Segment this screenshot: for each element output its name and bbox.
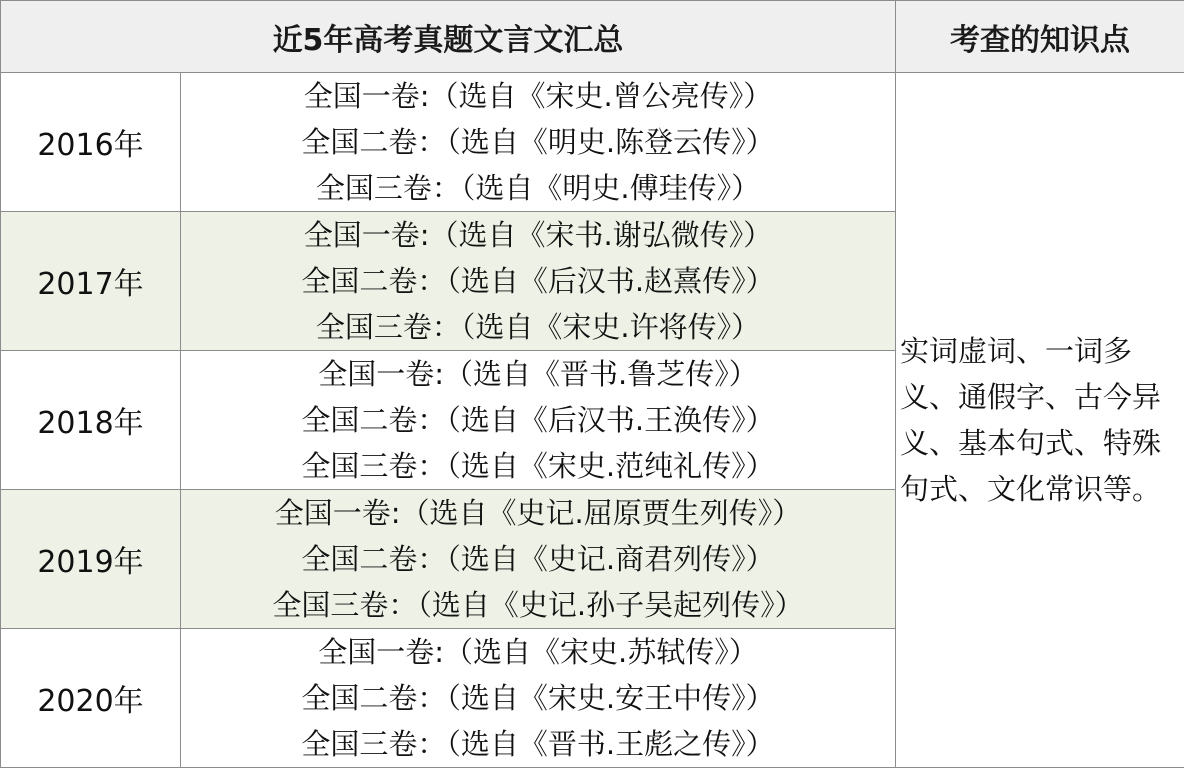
year-cell: 2019年 [1,490,181,629]
list-item: 全国一卷:（选自《史记.屈原贾生列传》） [181,490,895,536]
list-item: 全国三卷：（选自《宋史.范纯礼传》） [181,443,895,489]
items-cell [181,629,896,768]
list-item: 全国二卷：（选自《后汉书.王涣传》） [181,397,895,443]
list-item: 全国二卷：（选自《明史.陈登云传》） [181,119,895,165]
year-cell: 2017年 [1,212,181,351]
list-item: 全国一卷:（选自《宋史.苏轼传》） [181,629,895,675]
list-item: 全国三卷：（选自《明史.傅珪传》） [181,165,895,211]
header-knowledge: 考查的知识点 [896,1,1184,73]
table-row [1,73,1184,212]
header-row [1,1,1184,73]
list-item: 全国一卷:（选自《晋书.鲁芝传》） [181,351,895,397]
list-item: 全国二卷：（选自《后汉书.赵熹传》） [181,258,895,304]
year-cell: 2016年 [1,73,181,212]
items-cell [181,73,896,212]
year-cell: 2020年 [1,629,181,768]
items-cell [181,351,896,490]
items-cell [181,212,896,351]
list-item: 全国三卷：（选自《宋史.许将传》） [181,304,895,350]
list-item: 全国三卷：（选自《史记.孙子吴起列传》） [181,582,895,628]
list-item: 全国一卷:（选自《宋史.曾公亮传》） [181,73,895,119]
knowledge-cell [896,73,1184,768]
list-item: 全国三卷：（选自《晋书.王彪之传》） [181,721,895,767]
header-title: 近5年高考真题文言文汇总 [1,1,896,73]
year-cell: 2018年 [1,351,181,490]
list-item: 全国一卷:（选自《宋书.谢弘微传》） [181,212,895,258]
knowledge-points-text: 实词虚词、一词多义、通假字、古今异义、基本句式、特殊句式、文化常识等。 [896,328,1184,512]
list-item: 全国二卷：（选自《史记.商君列传》） [181,536,895,582]
list-item: 全国二卷：（选自《宋史.安王中传》） [181,675,895,721]
items-cell [181,490,896,629]
